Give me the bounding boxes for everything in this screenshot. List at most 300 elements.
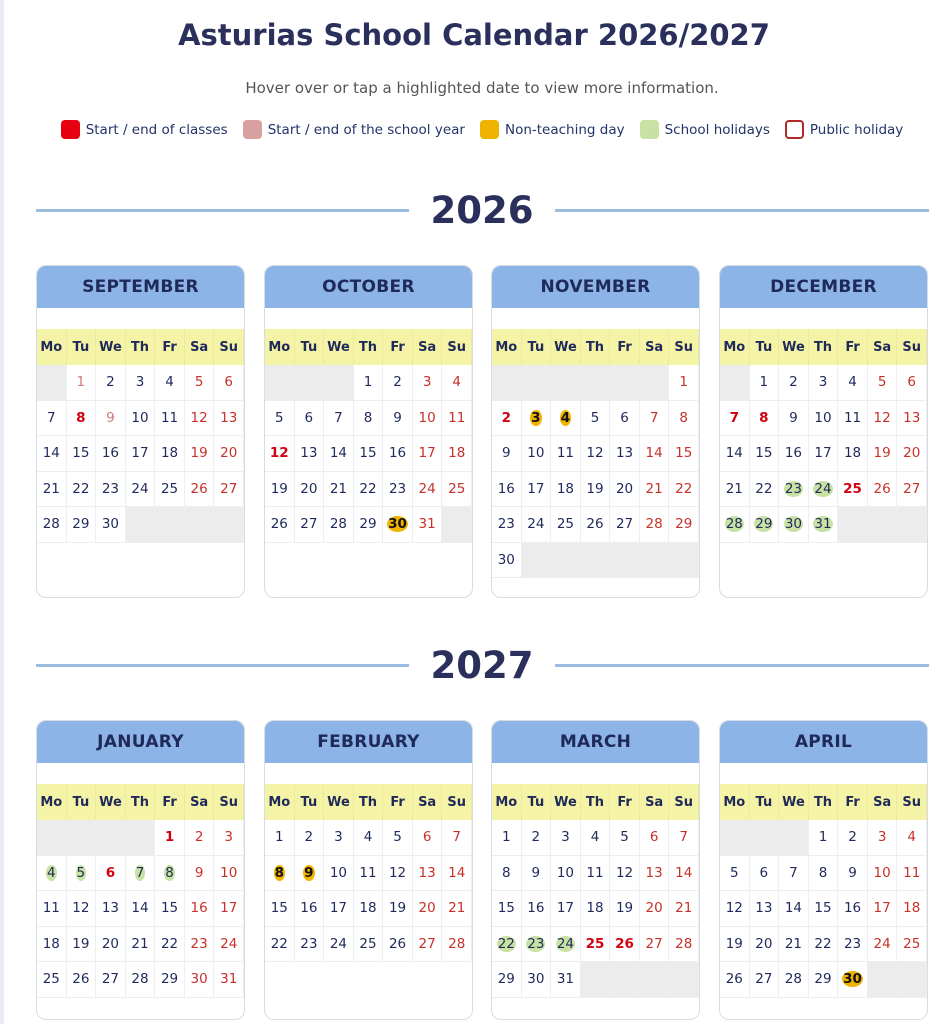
day-cell: 5 — [720, 856, 750, 892]
weekday-header: Su — [669, 329, 699, 365]
empty-day-cell — [640, 365, 670, 401]
day-cell: 17 — [809, 436, 839, 472]
day-cell: 14 — [720, 436, 750, 472]
day-cell: 17 — [324, 891, 354, 927]
empty-day-cell — [265, 365, 295, 401]
empty-day-cell — [640, 962, 670, 998]
day-cell: 24 — [126, 472, 156, 508]
day-cell: 23 — [96, 472, 126, 508]
day-cell: 4 — [581, 820, 611, 856]
day-cell: 16 — [522, 891, 552, 927]
empty-day-cell — [610, 365, 640, 401]
weekday-header: Sa — [185, 329, 215, 365]
day-cell: 21 — [324, 472, 354, 508]
day-cell: 25 — [37, 962, 67, 998]
highlighted-day-cell[interactable]: 30 — [779, 507, 809, 543]
day-cell: 12 — [720, 891, 750, 927]
day-cell: 25 — [551, 507, 581, 543]
weekday-header: We — [551, 784, 581, 820]
highlighted-day-cell[interactable]: 1 — [155, 820, 185, 856]
day-cell: 27 — [96, 962, 126, 998]
weekday-header: Mo — [37, 784, 67, 820]
day-cell: 19 — [720, 927, 750, 963]
day-cell: 13 — [897, 401, 927, 437]
legend-label: Non-teaching day — [504, 121, 625, 138]
day-cell: 2 — [779, 365, 809, 401]
calendar-grid — [37, 784, 244, 998]
empty-day-cell — [868, 962, 898, 998]
weekday-header: We — [96, 784, 126, 820]
day-cell: 22 — [67, 472, 97, 508]
day-cell: 11 — [581, 856, 611, 892]
day-cell: 26 — [581, 507, 611, 543]
day-cell: 16 — [779, 436, 809, 472]
day-cell: 27 — [750, 962, 780, 998]
day-cell: 18 — [838, 436, 868, 472]
day-cell: 29 — [155, 962, 185, 998]
weekday-header: Mo — [265, 784, 295, 820]
empty-day-cell — [67, 820, 97, 856]
highlighted-day-cell[interactable]: 5 — [67, 856, 97, 892]
day-cell: 28 — [779, 962, 809, 998]
day-cell: 9 — [185, 856, 215, 892]
day-cell: 5 — [610, 820, 640, 856]
day-cell: 4 — [897, 820, 927, 856]
weekday-header: Su — [897, 784, 927, 820]
highlighted-day-cell[interactable]: 22 — [492, 927, 522, 963]
day-cell: 24 — [868, 927, 898, 963]
day-cell: 22 — [669, 472, 699, 508]
day-cell: 1 — [492, 820, 522, 856]
day-cell: 6 — [413, 820, 443, 856]
day-cell: 16 — [185, 891, 215, 927]
calendar-grid — [720, 784, 927, 998]
weekday-header: Sa — [413, 784, 443, 820]
weekday-header: We — [551, 329, 581, 365]
weekday-header: Mo — [492, 329, 522, 365]
outlined-swatch-icon — [785, 120, 804, 139]
day-cell: 30 — [185, 962, 215, 998]
day-cell: 26 — [868, 472, 898, 508]
month-card-november — [491, 265, 700, 598]
day-cell: 17 — [126, 436, 156, 472]
empty-day-cell — [610, 962, 640, 998]
day-cell: 20 — [610, 472, 640, 508]
day-cell: 10 — [551, 856, 581, 892]
day-cell: 30 — [96, 507, 126, 543]
page-subtitle: Hover over or tap a highlighted date to view more information. — [245, 79, 719, 97]
day-cell: 11 — [354, 856, 384, 892]
day-cell: 11 — [838, 401, 868, 437]
day-cell: 10 — [809, 401, 839, 437]
highlighted-day-cell[interactable]: 4 — [551, 401, 581, 437]
empty-day-cell — [897, 962, 927, 998]
empty-day-cell — [868, 507, 898, 543]
empty-day-cell — [522, 543, 552, 579]
day-cell: 7 — [640, 401, 670, 437]
weekday-header: Th — [581, 784, 611, 820]
day-cell: 20 — [96, 927, 126, 963]
weekday-header: Mo — [720, 329, 750, 365]
day-cell: 8 — [669, 401, 699, 437]
day-cell: 16 — [838, 891, 868, 927]
empty-day-cell — [126, 820, 156, 856]
empty-day-cell — [750, 820, 780, 856]
day-cell: 21 — [37, 472, 67, 508]
day-cell: 2 — [295, 820, 325, 856]
weekday-header: Th — [354, 329, 384, 365]
day-cell: 9 — [779, 401, 809, 437]
empty-day-cell — [295, 365, 325, 401]
day-cell: 3 — [324, 820, 354, 856]
weekday-header: Mo — [720, 784, 750, 820]
month-name: NOVEMBER — [492, 266, 699, 308]
day-cell: 27 — [295, 507, 325, 543]
day-cell: 13 — [214, 401, 244, 437]
highlighted-day-cell[interactable]: 2 — [492, 401, 522, 437]
month-name: MARCH — [492, 721, 699, 763]
day-cell: 17 — [413, 436, 443, 472]
day-cell: 14 — [640, 436, 670, 472]
day-cell: 26 — [720, 962, 750, 998]
left-edge-strip — [0, 0, 4, 1024]
day-cell: 20 — [413, 891, 443, 927]
highlighted-day-cell[interactable]: 8 — [67, 401, 97, 437]
calendar-grid — [720, 329, 927, 543]
weekday-header: Th — [354, 784, 384, 820]
empty-day-cell — [492, 365, 522, 401]
highlighted-day-cell[interactable]: 7 — [720, 401, 750, 437]
green-swatch-icon — [640, 120, 659, 139]
day-cell: 28 — [37, 507, 67, 543]
day-cell: 19 — [581, 472, 611, 508]
day-cell: 21 — [442, 891, 472, 927]
day-cell: 1 — [669, 365, 699, 401]
day-cell: 6 — [750, 856, 780, 892]
day-cell: 8 — [809, 856, 839, 892]
legend-label: Start / end of classes — [85, 121, 228, 138]
day-cell: 5 — [265, 401, 295, 437]
highlighted-day-cell[interactable]: 8 — [265, 856, 295, 892]
weekday-header: Sa — [868, 784, 898, 820]
day-cell: 17 — [868, 891, 898, 927]
weekday-header: Su — [669, 784, 699, 820]
day-cell: 16 — [96, 436, 126, 472]
highlighted-day-cell[interactable]: 29 — [750, 507, 780, 543]
day-cell: 25 — [897, 927, 927, 963]
day-cell: 27 — [214, 472, 244, 508]
month-name: FEBRUARY — [265, 721, 472, 763]
day-cell: 28 — [640, 507, 670, 543]
day-cell: 2 — [383, 365, 413, 401]
highlighted-day-cell[interactable]: 23 — [779, 472, 809, 508]
day-cell: 7 — [324, 401, 354, 437]
day-cell: 31 — [551, 962, 581, 998]
empty-day-cell — [581, 365, 611, 401]
day-cell: 24 — [413, 472, 443, 508]
day-cell: 17 — [214, 891, 244, 927]
day-cell: 30 — [492, 543, 522, 579]
empty-day-cell — [640, 543, 670, 579]
day-cell: 12 — [67, 891, 97, 927]
day-cell: 23 — [295, 927, 325, 963]
weekday-header: Tu — [295, 784, 325, 820]
day-cell: 7 — [37, 401, 67, 437]
empty-day-cell — [37, 820, 67, 856]
month-name: DECEMBER — [720, 266, 927, 308]
legend-item-non-teaching-day — [480, 120, 625, 139]
day-cell: 19 — [383, 891, 413, 927]
day-cell: 11 — [37, 891, 67, 927]
day-cell: 14 — [779, 891, 809, 927]
day-cell: 15 — [354, 436, 384, 472]
month-card-september — [36, 265, 245, 598]
day-cell: 29 — [492, 962, 522, 998]
weekday-header: Sa — [640, 784, 670, 820]
day-cell: 29 — [809, 962, 839, 998]
day-cell: 15 — [750, 436, 780, 472]
weekday-header: Fr — [383, 329, 413, 365]
empty-day-cell — [669, 962, 699, 998]
legend-item-school-holidays — [640, 120, 770, 139]
legend-item-public-holiday — [785, 120, 903, 139]
day-cell: 22 — [265, 927, 295, 963]
day-cell: 18 — [37, 927, 67, 963]
day-cell: 12 — [581, 436, 611, 472]
highlighted-day-cell[interactable]: 26 — [610, 927, 640, 963]
weekday-header: Fr — [610, 784, 640, 820]
day-cell: 27 — [897, 472, 927, 508]
day-cell: 16 — [383, 436, 413, 472]
day-cell: 13 — [750, 891, 780, 927]
day-cell: 28 — [669, 927, 699, 963]
day-cell: 23 — [383, 472, 413, 508]
day-cell: 30 — [522, 962, 552, 998]
day-cell: 4 — [354, 820, 384, 856]
weekday-header: Tu — [750, 329, 780, 365]
month-name: OCTOBER — [265, 266, 472, 308]
day-cell: 10 — [214, 856, 244, 892]
empty-day-cell — [838, 507, 868, 543]
day-cell: 10 — [868, 856, 898, 892]
empty-day-cell — [324, 365, 354, 401]
weekday-header: Th — [809, 329, 839, 365]
red-swatch-icon — [61, 120, 80, 139]
day-cell: 31 — [413, 507, 443, 543]
weekday-header: Su — [214, 784, 244, 820]
highlighted-day-cell[interactable]: 8 — [750, 401, 780, 437]
day-cell: 19 — [67, 927, 97, 963]
weekday-header: Tu — [522, 784, 552, 820]
month-card-april — [719, 720, 928, 1020]
day-cell: 9 — [838, 856, 868, 892]
day-cell: 3 — [214, 820, 244, 856]
weekday-header: Mo — [37, 329, 67, 365]
day-cell: 2 — [838, 820, 868, 856]
highlighted-day-cell[interactable]: 8 — [155, 856, 185, 892]
day-cell: 6 — [610, 401, 640, 437]
highlighted-day-cell[interactable]: 7 — [126, 856, 156, 892]
month-card-january — [36, 720, 245, 1020]
day-cell: 2 — [522, 820, 552, 856]
empty-day-cell — [581, 962, 611, 998]
weekday-header: Mo — [265, 329, 295, 365]
weekday-header: Fr — [155, 784, 185, 820]
day-cell: 19 — [868, 436, 898, 472]
highlighted-day-cell[interactable]: 4 — [37, 856, 67, 892]
day-cell: 4 — [838, 365, 868, 401]
day-cell: 10 — [413, 401, 443, 437]
day-cell: 4 — [155, 365, 185, 401]
day-cell: 1 — [265, 820, 295, 856]
highlighted-day-cell[interactable]: 3 — [522, 401, 552, 437]
empty-day-cell — [669, 543, 699, 579]
empty-day-cell — [897, 507, 927, 543]
weekday-header: We — [324, 784, 354, 820]
day-cell: 13 — [96, 891, 126, 927]
empty-day-cell — [37, 365, 67, 401]
day-cell: 19 — [185, 436, 215, 472]
highlighted-day-cell[interactable]: 1 — [67, 365, 97, 401]
day-cell: 5 — [868, 365, 898, 401]
day-cell: 1 — [354, 365, 384, 401]
day-cell: 12 — [383, 856, 413, 892]
highlighted-day-cell[interactable]: 9 — [96, 401, 126, 437]
day-cell: 14 — [669, 856, 699, 892]
day-cell: 13 — [413, 856, 443, 892]
weekday-header: Th — [581, 329, 611, 365]
day-cell: 27 — [610, 507, 640, 543]
day-cell: 21 — [126, 927, 156, 963]
day-cell: 10 — [324, 856, 354, 892]
year-divider-2027 — [36, 644, 929, 688]
day-cell: 5 — [581, 401, 611, 437]
day-cell: 6 — [295, 401, 325, 437]
weekday-header: Tu — [750, 784, 780, 820]
day-cell: 26 — [265, 507, 295, 543]
day-cell: 3 — [551, 820, 581, 856]
day-cell: 12 — [610, 856, 640, 892]
highlighted-day-cell[interactable]: 9 — [295, 856, 325, 892]
highlighted-day-cell[interactable]: 24 — [551, 927, 581, 963]
day-cell: 21 — [640, 472, 670, 508]
day-cell: 6 — [214, 365, 244, 401]
day-cell: 7 — [669, 820, 699, 856]
day-cell: 15 — [809, 891, 839, 927]
highlighted-day-cell[interactable]: 30 — [838, 962, 868, 998]
day-cell: 15 — [67, 436, 97, 472]
day-cell: 3 — [809, 365, 839, 401]
day-cell: 15 — [265, 891, 295, 927]
day-cell: 22 — [750, 472, 780, 508]
highlighted-day-cell[interactable]: 25 — [838, 472, 868, 508]
day-cell: 19 — [610, 891, 640, 927]
month-card-february — [264, 720, 473, 1020]
divider-line — [555, 664, 929, 667]
day-cell: 11 — [897, 856, 927, 892]
day-cell: 14 — [126, 891, 156, 927]
day-cell: 11 — [551, 436, 581, 472]
month-card-march — [491, 720, 700, 1020]
weekday-header: We — [779, 329, 809, 365]
day-cell: 27 — [640, 927, 670, 963]
weekday-header: Tu — [522, 329, 552, 365]
empty-day-cell — [185, 507, 215, 543]
day-cell: 31 — [214, 962, 244, 998]
day-cell: 6 — [640, 820, 670, 856]
day-cell: 21 — [779, 927, 809, 963]
empty-day-cell — [214, 507, 244, 543]
day-cell: 28 — [324, 507, 354, 543]
legend-label: School holidays — [664, 121, 770, 138]
day-cell: 4 — [442, 365, 472, 401]
highlighted-day-cell[interactable]: 12 — [265, 436, 295, 472]
empty-day-cell — [720, 820, 750, 856]
empty-day-cell — [551, 543, 581, 579]
day-cell: 11 — [442, 401, 472, 437]
day-cell: 1 — [750, 365, 780, 401]
day-cell: 11 — [155, 401, 185, 437]
divider-line — [555, 209, 929, 212]
empty-day-cell — [551, 365, 581, 401]
yellow-swatch-icon — [480, 120, 499, 139]
month-card-december — [719, 265, 928, 598]
legend — [0, 120, 948, 139]
day-cell: 23 — [838, 927, 868, 963]
highlighted-day-cell[interactable]: 23 — [522, 927, 552, 963]
weekday-header: Fr — [155, 329, 185, 365]
highlighted-day-cell[interactable]: 25 — [581, 927, 611, 963]
day-cell: 18 — [551, 472, 581, 508]
highlighted-day-cell[interactable]: 6 — [96, 856, 126, 892]
empty-day-cell — [96, 820, 126, 856]
day-cell: 26 — [67, 962, 97, 998]
calendar-grid — [37, 329, 244, 543]
weekday-header: We — [779, 784, 809, 820]
weekday-header: Su — [214, 329, 244, 365]
day-cell: 13 — [295, 436, 325, 472]
weekday-header: Fr — [838, 784, 868, 820]
day-cell: 21 — [720, 472, 750, 508]
day-cell: 5 — [185, 365, 215, 401]
day-cell: 28 — [442, 927, 472, 963]
empty-day-cell — [581, 543, 611, 579]
weekday-header: Su — [897, 329, 927, 365]
weekday-header: We — [96, 329, 126, 365]
day-cell: 20 — [897, 436, 927, 472]
highlighted-day-cell[interactable]: 24 — [809, 472, 839, 508]
calendar-grid — [492, 784, 699, 998]
day-cell: 22 — [809, 927, 839, 963]
day-cell: 14 — [37, 436, 67, 472]
month-name: APRIL — [720, 721, 927, 763]
legend-label: Public holiday — [809, 121, 904, 138]
highlighted-day-cell[interactable]: 30 — [383, 507, 413, 543]
day-cell: 23 — [492, 507, 522, 543]
day-cell: 24 — [324, 927, 354, 963]
day-cell: 26 — [383, 927, 413, 963]
day-cell: 16 — [295, 891, 325, 927]
weekday-header: Su — [442, 329, 472, 365]
day-cell: 8 — [354, 401, 384, 437]
day-cell: 12 — [185, 401, 215, 437]
day-cell: 14 — [442, 856, 472, 892]
highlighted-day-cell[interactable]: 31 — [809, 507, 839, 543]
day-cell: 27 — [413, 927, 443, 963]
highlighted-day-cell[interactable]: 28 — [720, 507, 750, 543]
day-cell: 29 — [67, 507, 97, 543]
day-cell: 15 — [155, 891, 185, 927]
